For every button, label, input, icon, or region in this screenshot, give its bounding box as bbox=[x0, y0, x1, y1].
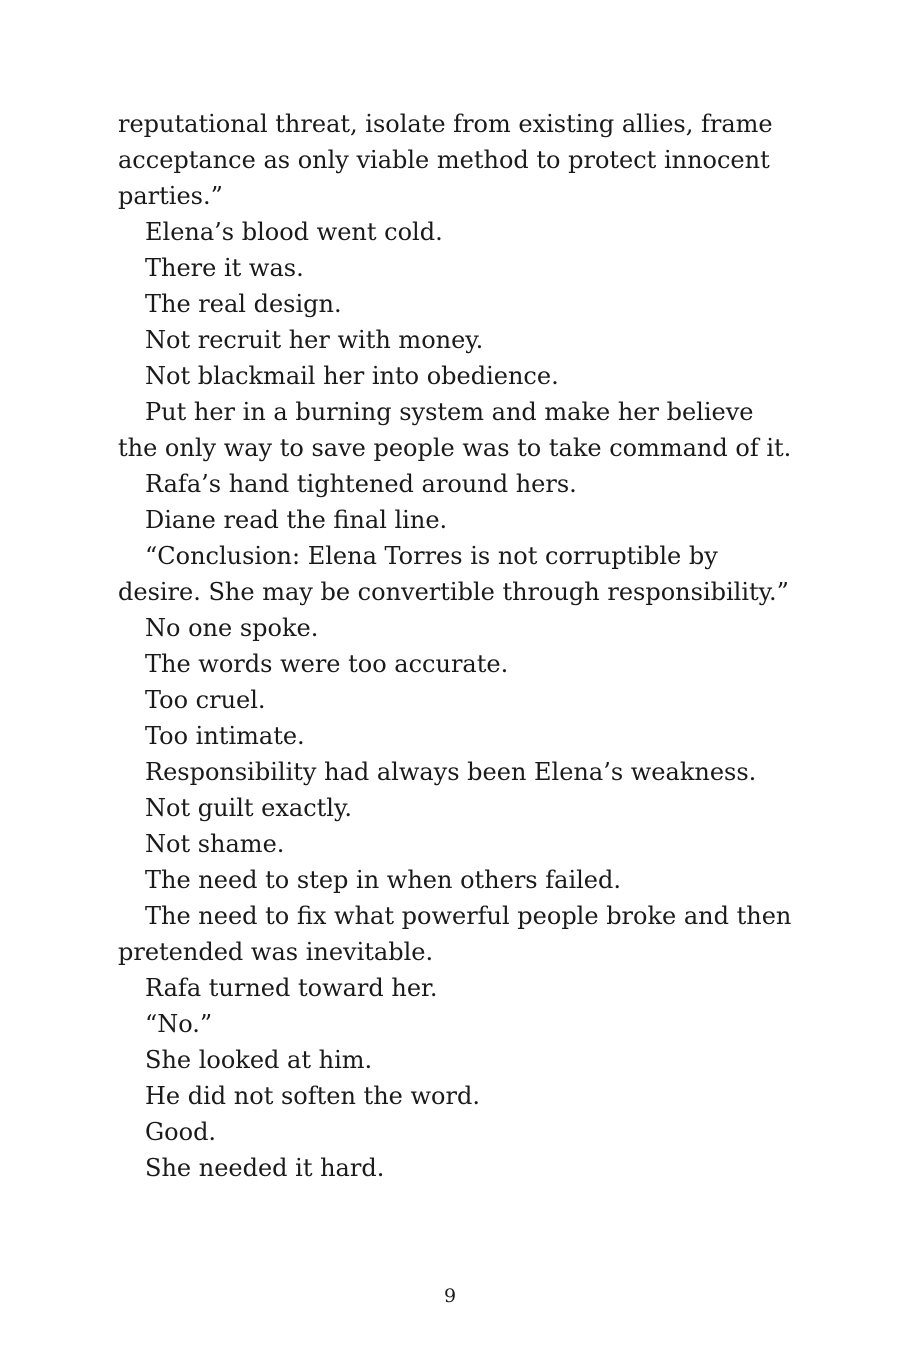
paragraph: There it was. bbox=[145, 254, 304, 282]
paragraph: Responsibility had always been Elena’s weakness. bbox=[145, 758, 757, 786]
paragraph: “Conclusion: Elena Torres is not corruptible by desire. She may be convertible through responsibility.” bbox=[118, 542, 789, 606]
paragraph: The real design. bbox=[145, 290, 342, 318]
paragraph: “No.” bbox=[145, 1010, 213, 1038]
paragraph: Not blackmail her into obedience. bbox=[145, 362, 559, 390]
paragraph: Not shame. bbox=[145, 830, 285, 858]
paragraph: Too cruel. bbox=[145, 686, 266, 714]
paragraph: Not guilt exactly. bbox=[145, 794, 352, 822]
paragraph: The need to step in when others failed. bbox=[145, 866, 621, 894]
paragraph: Diane read the final line. bbox=[145, 506, 448, 534]
paragraph: Put her in a burning system and make her believe the only way to save people was to take command of it. bbox=[118, 398, 792, 462]
paragraph: Not recruit her with money. bbox=[145, 326, 484, 354]
paragraph: He did not soften the word. bbox=[145, 1082, 480, 1110]
paragraph: Rafa’s hand tightened around hers. bbox=[145, 470, 577, 498]
paragraph: She needed it hard. bbox=[145, 1154, 385, 1182]
page-number: 9 bbox=[443, 1285, 457, 1307]
page-body bbox=[118, 106, 794, 1186]
paragraph: reputational threat, isolate from existing allies, frame acceptance as only viable method to protect innocent parties.” bbox=[118, 110, 773, 210]
paragraph: Good. bbox=[145, 1118, 217, 1146]
paragraph: The need to fix what powerful people broke and then pretended was inevitable. bbox=[118, 902, 792, 966]
paragraph: Too intimate. bbox=[145, 722, 305, 750]
paragraph: She looked at him. bbox=[145, 1046, 373, 1074]
paragraph: No one spoke. bbox=[145, 614, 319, 642]
paragraph: The words were too accurate. bbox=[145, 650, 509, 678]
paragraph: Rafa turned toward her. bbox=[145, 974, 438, 1002]
paragraph: Elena’s blood went cold. bbox=[145, 218, 443, 246]
